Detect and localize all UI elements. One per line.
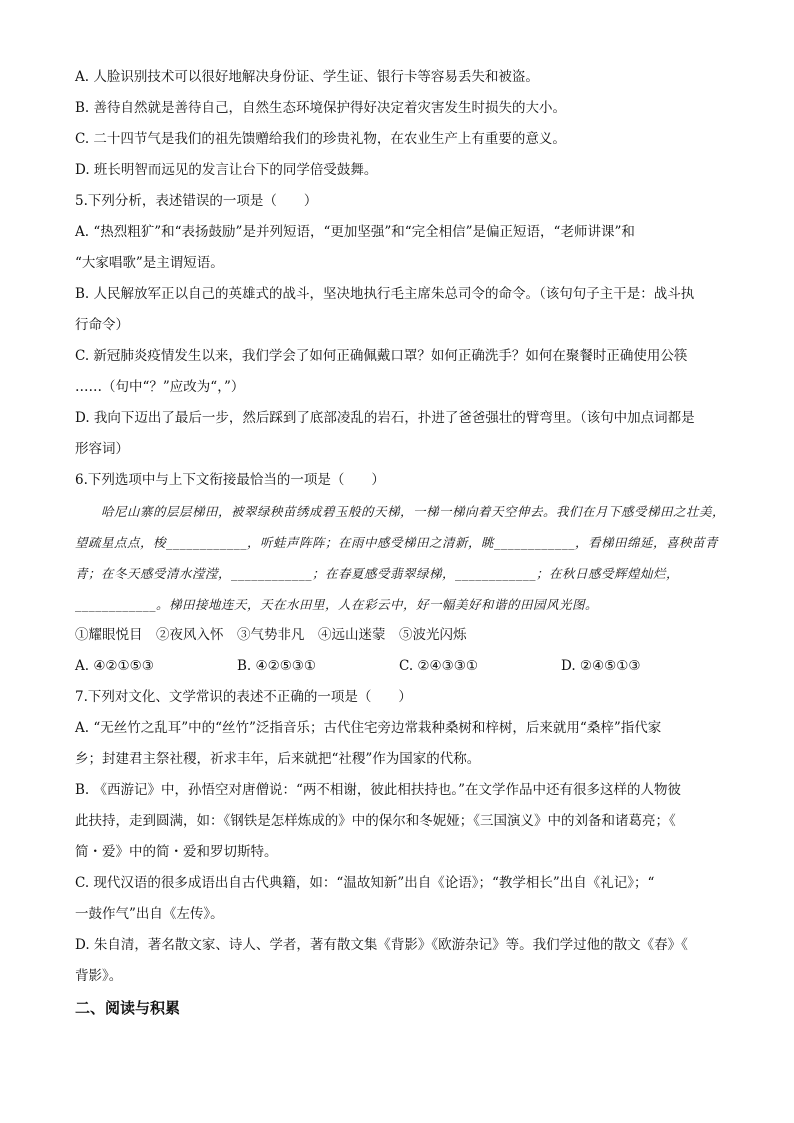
q5-stem: 5.下列分析，表述错误的一项是（ ） (75, 193, 318, 209)
q7-stem: 7.下列对文化、文学常识的表述不正确的一项是（ ） (75, 689, 412, 705)
q5-option-b-line2: 行命令） (75, 317, 129, 333)
q7-option-d-line1: D. 朱自清，著名散文家、诗人、学者，著有散文集《背影》《欧游杂记》等。我们学过他的散文《春》《 (75, 937, 688, 953)
q5-option-c-line1: C. 新冠肺炎疫情发生以来，我们学会了如何正确佩戴口罩？如何正确洗手？如何在聚餐时正确使用公筷 (75, 348, 688, 364)
q7-option-b-line2: 此扶持，走到圆满，如：《钢铁是怎样炼成的》中的保尔和冬妮娅；《三国演义》中的刘备和诸葛亮；《 (75, 813, 676, 829)
q7-option-b-line1: B. 《西游记》中，孙悟空对唐僧说：“两不相谢，彼此相扶持也。”在文学作品中还有很多这样的人物彼 (75, 782, 682, 798)
q5-option-d-line2: 形容词） (75, 441, 129, 457)
q6-option-c: C. ②④③③① (399, 658, 478, 674)
q7-option-a-line1: A. “无丝竹之乱耳”中的“丝竹”泛指音乐；古代住宅旁边常栽种桑树和梓树，后来就用“桑梓”指代家 (75, 720, 662, 736)
section-2-title: 二、阅读与积累 (75, 999, 181, 1017)
q4-option-a: A. 人脸识别技术可以很好地解决身份证、学生证、银行卡等容易丢失和被盗。 (75, 69, 539, 85)
q5-option-b-line1: B. 人民解放军正以自己的英雄式的战斗，坚决地执行毛主席朱总司令的命令。（该句句子主干是：战斗执 (75, 286, 695, 302)
q6-option-d: D. ②④⑤①③ (561, 658, 641, 674)
q4-option-c: C. 二十四节气是我们的祖先馈赠给我们的珍贵礼物，在农业生产上有重要的意义。 (75, 131, 566, 147)
q7-option-c-line2: 一鼓作气”出自《左传》。 (75, 906, 224, 922)
q7-option-a-line2: 乡；封建君主祭社稷，祈求丰年，后来就把“社稷”作为国家的代称。 (75, 751, 481, 767)
exam-page (75, 62, 725, 1024)
question-5 (75, 186, 725, 465)
q6-stem: 6.下列选项中与上下文衔接最恰当的一项是（ ） (75, 472, 385, 488)
q5-option-d-line1: D. 我向下迈出了最后一步，然后踩到了底部凌乱的岩石，扑进了爸爸强壮的臂弯里。（该句中加点词都是 (75, 410, 695, 426)
question-7 (75, 682, 725, 992)
q4-option-d: D. 班长明智而远见的发言让台下的同学倍受鼓舞。 (75, 162, 378, 178)
q5-option-a-line1: A. “热烈粗犷”和“表扬鼓励”是并列短语，“更加坚强”和“完全相信”是偏正短语，“老师讲课”和 (75, 224, 635, 240)
q6-options-row (75, 651, 725, 682)
q5-option-c-line2: ……（句中“？”应改为“，”） (75, 379, 245, 395)
question-6 (75, 465, 725, 682)
q6-choices: ①耀眼悦目 ②夜风入怀 ③气势非凡 ④远山迷蒙 ⑤波光闪烁 (75, 627, 467, 643)
q6-option-a: A. ④②①⑤③ (75, 658, 154, 674)
question-4-options (75, 62, 725, 186)
q5-option-a-line2: “大家唱歌”是主谓短语。 (75, 255, 224, 271)
q7-option-d-line2: 背影》。 (75, 968, 123, 984)
q7-option-b-line3: 简・爱》中的简・爱和罗切斯特。 (75, 844, 278, 860)
q7-option-c-line1: C. 现代汉语的很多成语出自古代典籍，如：“温故知新”出自《论语》；“教学相长”出自《礼记》；“ (75, 875, 655, 891)
q6-option-b: B. ④②⑤③① (237, 658, 317, 674)
q4-option-b: B. 善待自然就是善待自己，自然生态环境保护得好决定着灾害发生时损失的大小。 (75, 100, 567, 116)
q6-passage: 哈尼山寨的层层梯田，被翠绿秧苗绣成碧玉般的天梯，一梯一梯向着天空伸去。我们在月下感受梯田之壮美，望疏星点点，梭____________，听蛙声阵阵；在雨中感受梯田之清新，眺____________，看梯田绵延，喜秧苗青青；在冬天感受清水滢滢，____________；在春夏感受翡翠绿梯，____________；在秋日感受辉煌灿烂，____________。梯田接地连天，天在水田里，人在彩云中，好一幅美好和谐的田园风光图。 (75, 504, 726, 612)
